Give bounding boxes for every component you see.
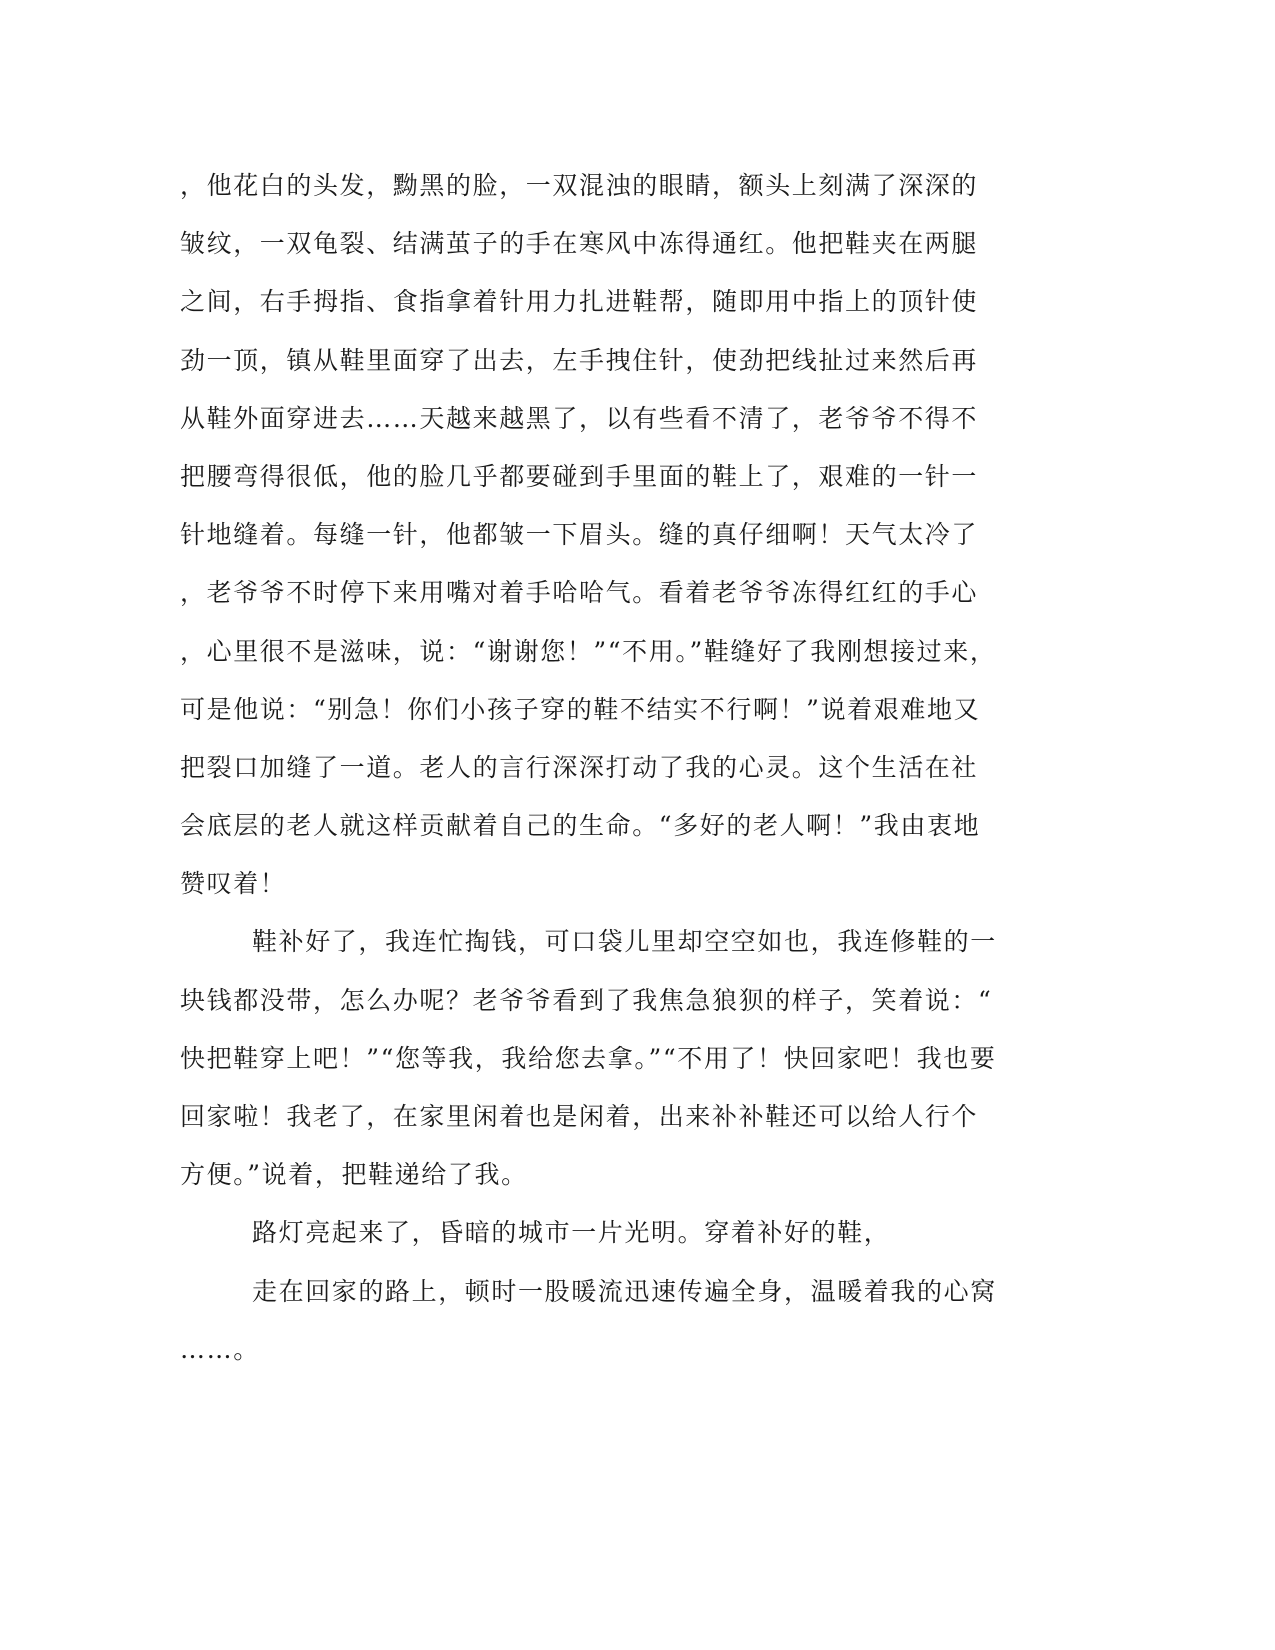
paragraph-start-line: 走在回家的路上，顿时一股暖流迅速传遍全身，温暖着我的心窝 — [252, 1276, 997, 1306]
text-line: 劲一顶，镇从鞋里面穿了出去，左手拽住针，使劲把线扯过来然后再 — [180, 345, 979, 375]
article-body — [180, 157, 1050, 1379]
text-line: 之间，右手拇指、食指拿着针用力扎进鞋帮，随即用中指上的顶针使 — [180, 287, 979, 317]
text-line: ，心里很不是滋味，说：“谢谢您！”“不用。”鞋缝好了我刚想接过来， — [180, 636, 997, 666]
text-line: 方便。”说着，把鞋递给了我。 — [180, 1160, 528, 1190]
text-line: 块钱都没带，怎么办呢？老爷爷看到了我焦急狼狈的样子，笑着说：“ — [180, 985, 993, 1015]
text-line: 皱纹，一双龟裂、结满茧子的手在寒风中冻得通红。他把鞋夹在两腿 — [180, 229, 979, 259]
text-line: 赞叹着！ — [180, 869, 287, 899]
paragraph-start-line: 鞋补好了，我连忙掏钱，可口袋儿里却空空如也，我连修鞋的一 — [252, 927, 997, 957]
text-line: ，老爷爷不时停下来用嘴对着手哈哈气。看着老爷爷冻得红红的手心 — [180, 578, 979, 608]
text-line: 会底层的老人就这样贡献着自己的生命。“多好的老人啊！”我由衷地 — [180, 811, 981, 841]
paragraph-start-line: 路灯亮起来了，昏暗的城市一片光明。穿着补好的鞋， — [252, 1218, 891, 1248]
text-line: 回家啦！我老了，在家里闲着也是闲着，出来补补鞋还可以给人行个 — [180, 1102, 979, 1131]
text-line: ，他花白的头发，黝黑的脸，一双混浊的眼睛，额头上刻满了深深的 — [180, 171, 979, 200]
text-line: 可是他说：“别急！你们小孩子穿的鞋不结实不行啊！”说着艰难地又 — [180, 694, 981, 724]
text-line: ……。 — [180, 1334, 260, 1364]
text-line: 从鞋外面穿进去……天越来越黑了，以有些看不清了，老爷爷不得不 — [180, 403, 979, 433]
text-line: 针地缝着。每缝一针，他都皱一下眉头。缝的真仔细啊！天气太冷了 — [180, 520, 979, 550]
text-line: 把裂口加缝了一道。老人的言行深深打动了我的心灵。这个生活在社 — [180, 752, 979, 782]
text-line: 快把鞋穿上吧！”“您等我，我给您去拿。”“不用了！快回家吧！我也要 — [180, 1043, 997, 1073]
text-line: 把腰弯得很低，他的脸几乎都要碰到手里面的鞋上了，艰难的一针一 — [180, 461, 979, 491]
